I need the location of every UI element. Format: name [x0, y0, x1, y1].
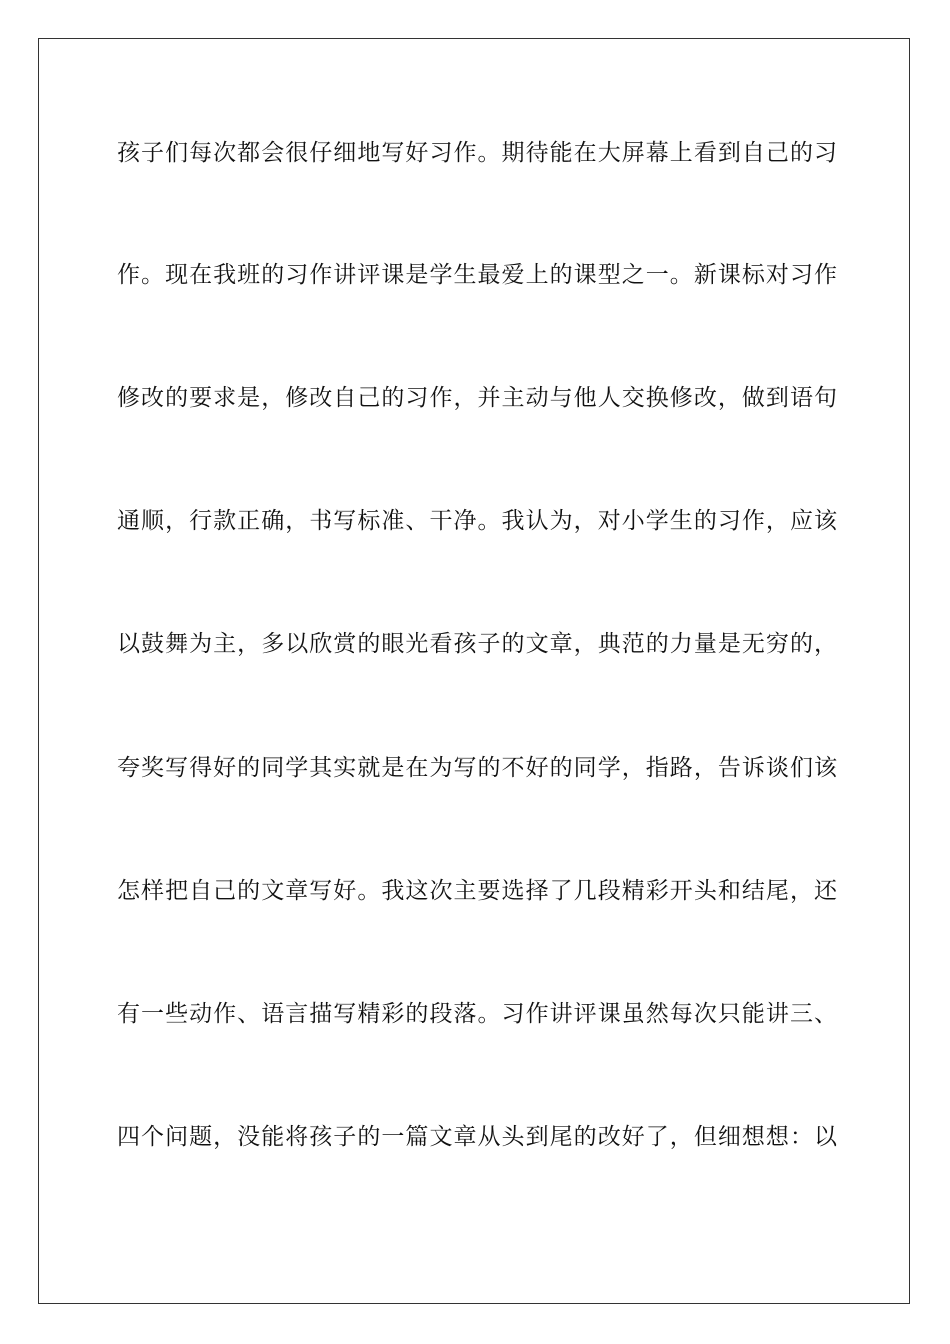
body-text-line: 作。现在我班的习作讲评课是学生最爱上的课型之一。新课标对习作 [117, 262, 837, 288]
body-text-line: 以鼓舞为主，多以欣赏的眼光看孩子的文章，典范的力量是无穷的， [117, 631, 837, 657]
body-text-line: 夸奖写得好的同学其实就是在为写的不好的同学，指路，告诉谈们该 [117, 755, 837, 781]
page-border [38, 38, 910, 1304]
body-text-line: 有一些动作、语言描写精彩的段落。习作讲评课虽然每次只能讲三、 [117, 1001, 837, 1027]
body-text-line: 怎样把自己的文章写好。我这次主要选择了几段精彩开头和结尾，还 [117, 878, 837, 904]
body-text-line: 孩子们每次都会很仔细地写好习作。期待能在大屏幕上看到自己的习 [117, 140, 837, 166]
body-text-line: 修改的要求是，修改自己的习作，并主动与他人交换修改，做到语句 [117, 385, 837, 411]
body-text-line: 四个问题，没能将孩子的一篇文章从头到尾的改好了，但细想想：以 [117, 1124, 837, 1150]
body-text-line: 通顺，行款正确，书写标准、干净。我认为，对小学生的习作，应该 [117, 508, 837, 534]
